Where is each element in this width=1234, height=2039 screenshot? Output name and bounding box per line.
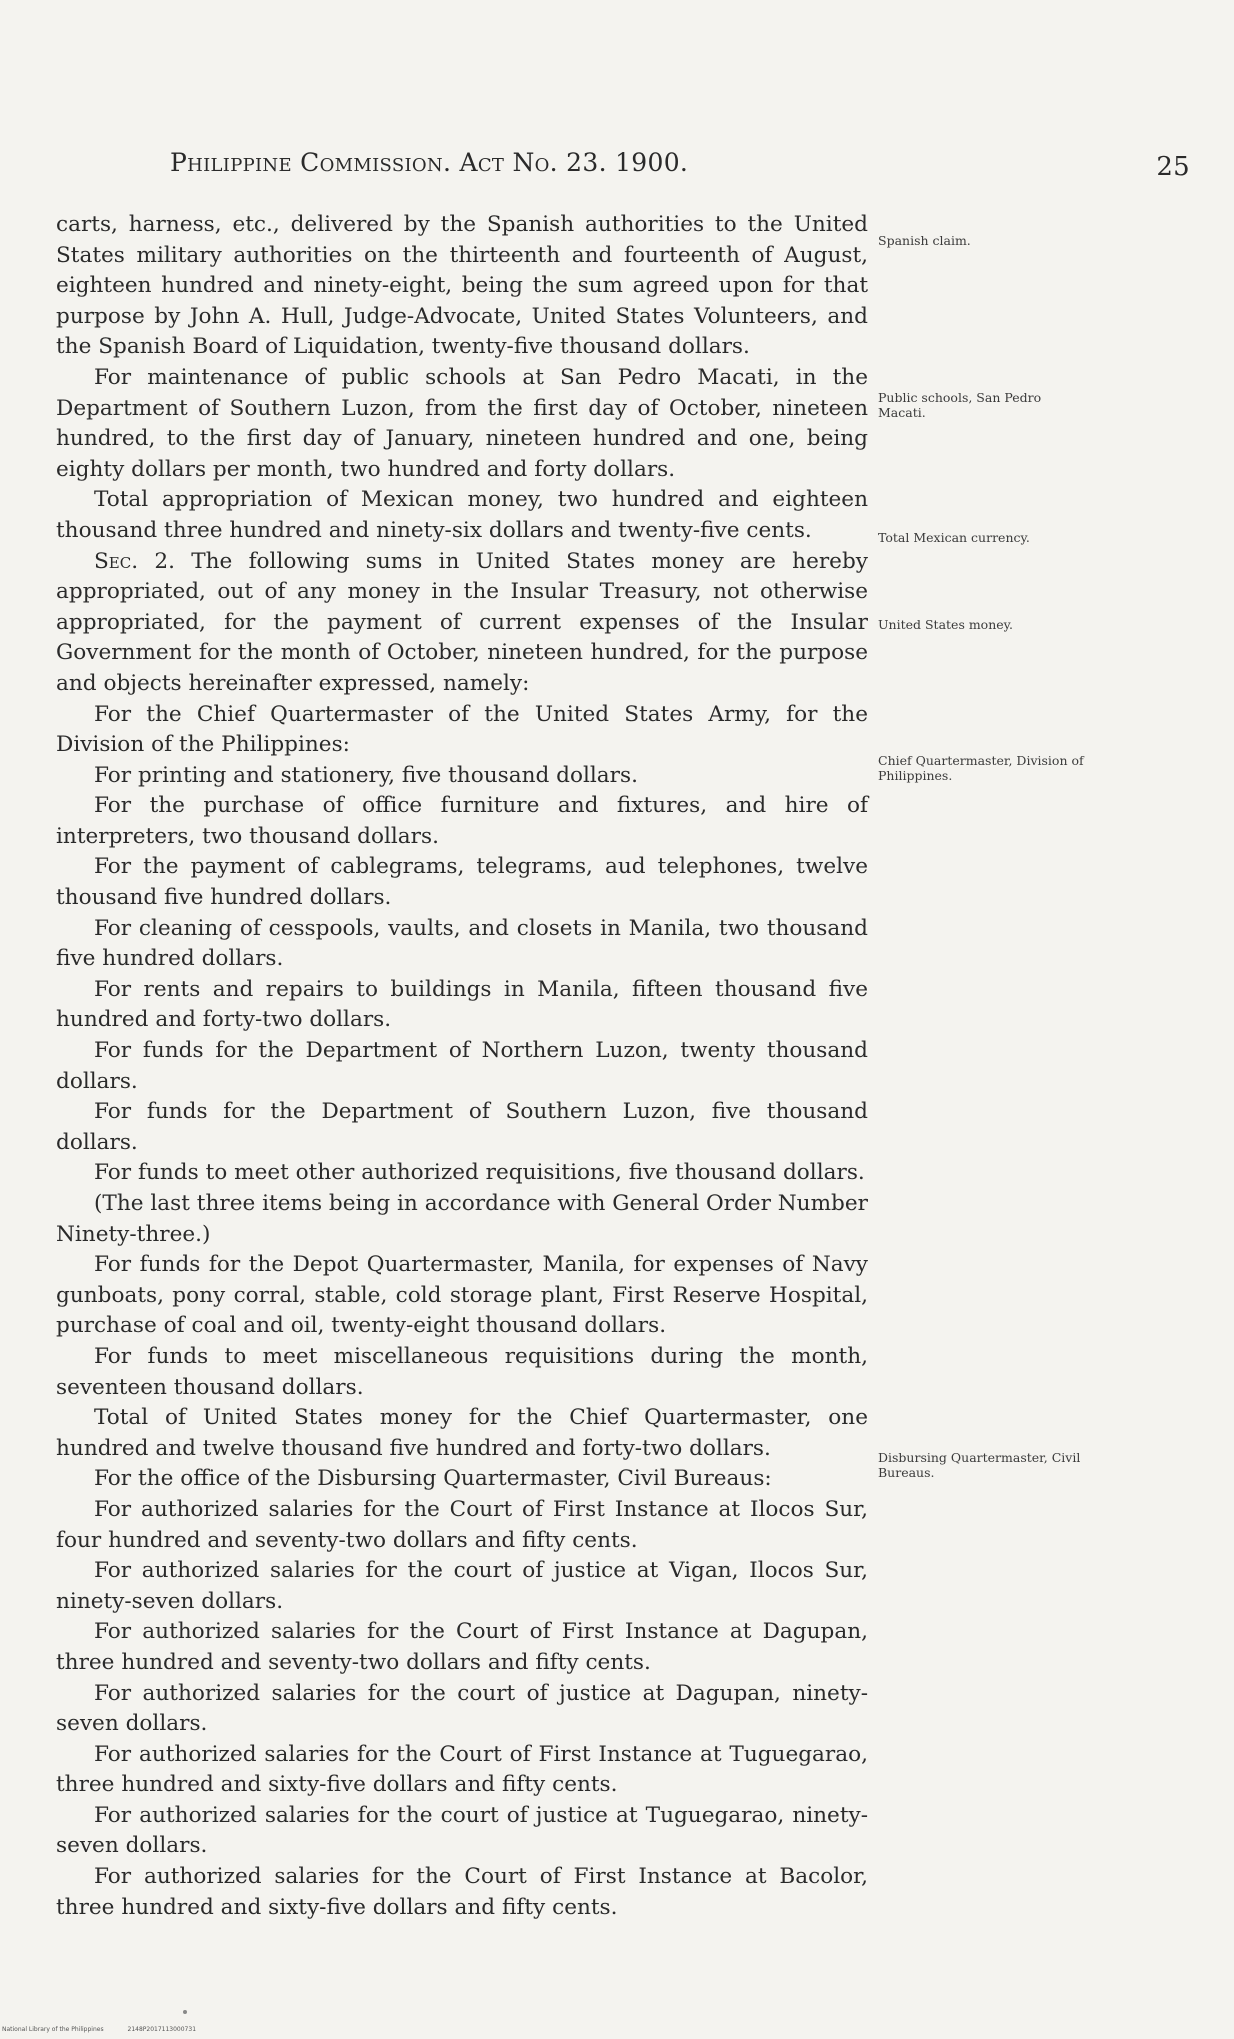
paragraph: For rents and repairs to buildings in Manila, fifteen thousand five hundred and forty-two dollars.	[56, 976, 868, 1033]
paragraph: For printing and stationery, five thousand dollars.	[94, 762, 638, 788]
scan-footer	[2, 2026, 218, 2033]
page-header	[170, 148, 1190, 188]
footer-id: 2148P2017113000731	[127, 2026, 197, 2033]
paragraph-text: The following sums in United States money are hereby appropriated, out of any money in the Insular Treasury, not otherwise appropriated, for the payment of current expenses of the Insular Government for the month of October, nineteen hundred, for the purpose and objects hereinafter expressed, namely:	[56, 548, 868, 696]
footer-library: National Library of the Philippines	[2, 2026, 104, 2033]
paragraph: For funds to meet other authorized requisitions, five thousand dollars.	[94, 1160, 865, 1186]
paragraph: For authorized salaries for the court of justice at Tuguegarao, ninety-seven dollars.	[56, 1802, 868, 1859]
paragraph: Total appropriation of Mexican money, two hundred and eighteen thousand three hundred and ninety-six dollars and twenty-five cents.	[56, 487, 868, 543]
paragraph: For authorized salaries for the Court of First Instance at Ilocos Sur, four hundred and seventy-two dollars and fifty cents.	[56, 1496, 868, 1553]
paragraph: For the office of the Disbursing Quartermaster, Civil Bureaus:	[94, 1466, 772, 1492]
margin-note-spanish-claim: Spanish claim.	[878, 233, 971, 248]
paragraph: For funds for the Department of Southern Luzon, five thousand dollars.	[56, 1099, 868, 1155]
margin-note-united-states-money: United States money.	[878, 617, 1014, 632]
paragraph: For funds to meet miscellaneous requisitions during the month, seventeen thousand dollars.	[56, 1343, 868, 1400]
paragraph: Total of United States money for the Chief Quartermaster, one hundred and twelve thousand five hundred and forty-two dollars.	[56, 1405, 868, 1461]
page-number: 25	[1156, 152, 1190, 182]
paragraph: For cleaning of cesspools, vaults, and closets in Manila, two thousand five hundred dollars.	[56, 915, 868, 972]
paragraph: For the purchase of office furniture and fixtures, and hire of interpreters, two thousand dollars.	[56, 793, 868, 849]
paragraph: For authorized salaries for the court of justice at Dagupan, ninety-seven dollars.	[56, 1680, 868, 1737]
paragraph: (The last three items being in accordance with General Order Number Ninety-three.)	[56, 1191, 868, 1247]
margin-note-disbursing-quartermaster: Disbursing Quartermaster, Civil Bureaus.	[878, 1450, 1081, 1480]
paragraph: For the Chief Quartermaster of the United States Army, for the Division of the Philippines:	[56, 701, 868, 758]
margin-note-total-mexican: Total Mexican currency.	[878, 530, 1030, 545]
paragraph: For funds for the Depot Quartermaster, Manila, for expenses of Navy gunboats, pony corral, stable, cold storage plant, First Reserve Hospital, purchase of coal and oil, twenty-eight thousand dollars.	[56, 1252, 868, 1339]
section-label: Sec. 2.	[94, 548, 175, 574]
paragraph: For the payment of cablegrams, telegrams, aud telephones, twelve thousand five hundred dollars.	[56, 854, 868, 911]
paragraph: For funds for the Department of Northern Luzon, twenty thousand dollars.	[56, 1038, 868, 1094]
running-head: Philippine Commission. Act No. 23. 1900.	[170, 148, 689, 177]
paragraph	[56, 547, 868, 700]
paragraph: For authorized salaries for the Court of First Instance at Bacolor, three hundred and sixty-five dollars and fifty cents.	[56, 1864, 868, 1920]
paragraph: For authorized salaries for the Court of First Instance at Tuguegarao, three hundred and sixty-five dollars and fifty cents.	[56, 1741, 868, 1798]
body-text	[56, 210, 868, 1923]
paragraph: For authorized salaries for the court of justice at Vigan, Ilocos Sur, ninety-seven dollars.	[56, 1558, 868, 1614]
paragraph: carts, harness, etc., delivered by the Spanish authorities to the United States military authorities on the thirteenth and fourteenth of August, eighteen hundred and ninety-eight, being the sum agreed upon for that purpose by John A. Hull, Judge-Advocate, United States Volunteers, and the Spanish Board of Liquidation, twenty-five thousand dollars.	[56, 212, 868, 360]
scan-speck	[183, 2010, 187, 2014]
paragraph: For maintenance of public schools at San Pedro Macati, in the Department of Southern Luzon, from the first day of October, nineteen hundred, to the first day of January, nineteen hundred and one, being eighty dollars per month, two hundred and forty dollars.	[56, 364, 868, 482]
margin-note-public-schools: Public schools, San Pedro Macati.	[878, 390, 1042, 420]
margin-note-chief-quartermaster: Chief Quartermaster, Division of Philippines.	[878, 753, 1084, 783]
paragraph: For authorized salaries for the Court of First Instance at Dagupan, three hundred and seventy-two dollars and fifty cents.	[56, 1619, 868, 1675]
